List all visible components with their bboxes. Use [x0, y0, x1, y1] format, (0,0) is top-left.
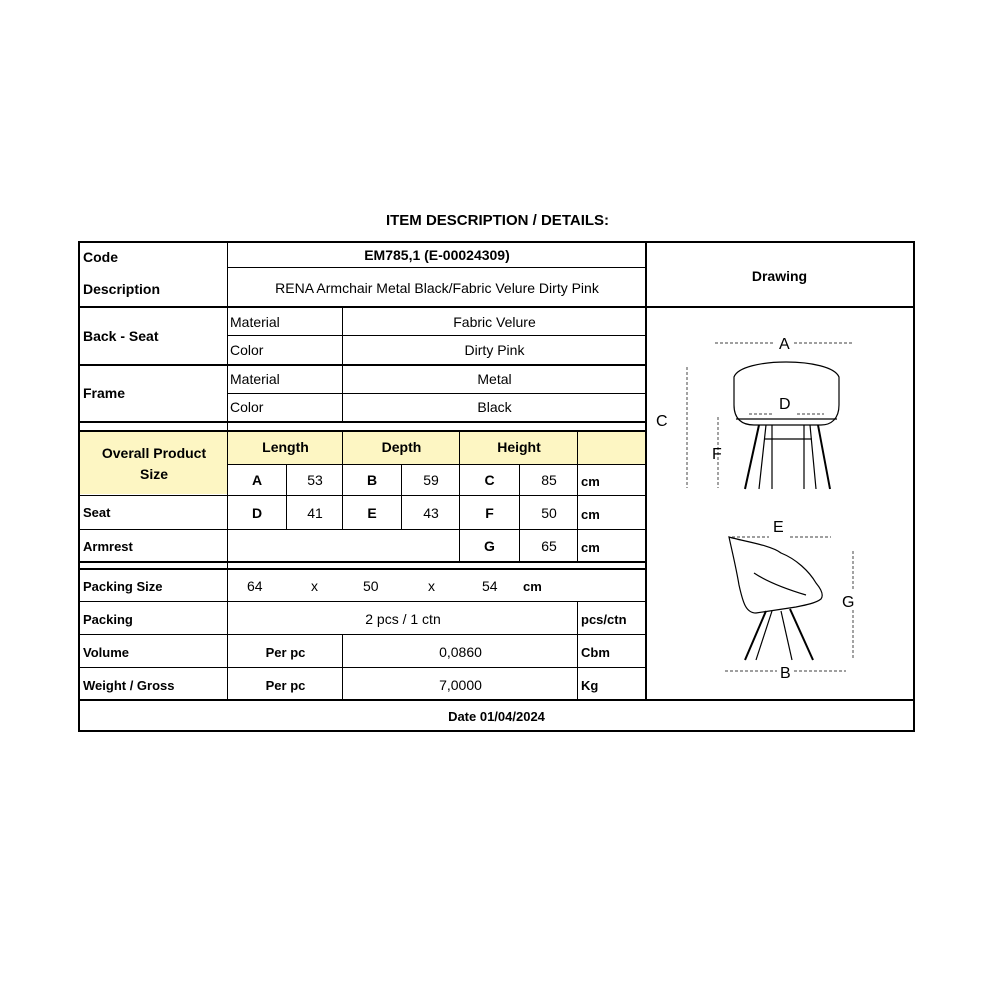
frame-color-label: Color: [230, 399, 264, 415]
code-label: Code: [83, 249, 118, 265]
seat-unit: cm: [581, 507, 600, 522]
dim-g-label: G: [484, 538, 495, 554]
label-a: A: [779, 336, 790, 353]
dim-a-label: A: [251, 472, 263, 488]
dim-e-label: E: [367, 505, 377, 521]
packing-size-x2: x: [428, 578, 435, 594]
frame-label: Frame: [83, 385, 126, 401]
label-c: C: [656, 413, 668, 430]
overall-size-header-fill: [80, 432, 228, 494]
armrest-label: Armrest: [83, 539, 133, 554]
packing-size-height: 54: [482, 578, 498, 594]
packing-value: 2 pcs / 1 ctn: [365, 611, 441, 627]
packing-size-width: 50: [363, 578, 379, 594]
dim-d-value: 41: [307, 505, 323, 521]
dim-d-label: D: [251, 505, 263, 521]
volume-label: Volume: [83, 645, 129, 660]
description-label: Description: [83, 281, 161, 297]
label-f: F: [712, 446, 722, 463]
back-seat-material-value: Fabric Velure: [453, 314, 536, 330]
frame-material-label: Material: [230, 371, 280, 387]
page-title: ITEM DESCRIPTION / DETAILS:: [385, 212, 610, 229]
overall-size-label-line2: Size: [139, 466, 168, 482]
label-g: G: [842, 594, 855, 611]
dim-f-value: 50: [541, 505, 557, 521]
packing-size-label: Packing Size: [83, 579, 163, 594]
dim-f-label: F: [485, 505, 494, 521]
weight-per: Per pc: [265, 678, 306, 693]
frame-material-value: Metal: [477, 371, 512, 387]
weight-label: Weight / Gross: [83, 678, 175, 693]
dim-e-value: 43: [423, 505, 439, 521]
dim-g-value: 65: [541, 538, 557, 554]
back-seat-color-value: Dirty Pink: [464, 342, 525, 358]
weight-value: 7,0000: [439, 677, 482, 693]
height-header: Height: [497, 439, 541, 455]
packing-size-x1: x: [311, 578, 318, 594]
volume-unit: Cbm: [581, 645, 610, 660]
back-seat-label: Back - Seat: [83, 328, 159, 344]
length-header: Length: [262, 439, 309, 455]
packing-label: Packing: [83, 612, 133, 627]
item-details-table: [78, 241, 915, 732]
dim-b-value: 59: [423, 472, 439, 488]
armrest-unit: cm: [581, 540, 600, 555]
label-d: D: [779, 396, 791, 413]
label-b: B: [780, 665, 791, 682]
footer-date: Date 01/04/2024: [448, 709, 545, 724]
frame-color-value: Black: [477, 399, 512, 415]
back-seat-color-label: Color: [230, 342, 264, 358]
packing-size-unit: cm: [523, 579, 542, 594]
drawing-label: Drawing: [751, 268, 808, 284]
depth-header: Depth: [381, 439, 422, 455]
volume-per: Per pc: [265, 645, 306, 660]
dim-c-label: C: [484, 472, 495, 488]
dim-c-value: 85: [541, 472, 557, 488]
back-seat-material-label: Material: [230, 314, 280, 330]
dim-b-label: B: [366, 472, 378, 488]
seat-label: Seat: [83, 505, 111, 520]
volume-value: 0,0860: [439, 644, 482, 660]
packing-size-length: 64: [247, 578, 263, 594]
overall-unit: cm: [581, 474, 600, 489]
weight-unit: Kg: [581, 678, 599, 693]
label-e: E: [773, 519, 784, 536]
overall-size-label-line1: Overall Product: [101, 445, 207, 461]
chair-side-view-drawing: [646, 513, 913, 703]
chair-front-view-drawing: [646, 313, 913, 513]
description-value: RENA Armchair Metal Black/Fabric Velure Dirty Pink: [275, 280, 599, 296]
packing-unit: pcs/ctn: [581, 612, 627, 627]
code-value: EM785,1 (E-00024309): [364, 247, 510, 263]
dim-a-value: 53: [307, 472, 323, 488]
